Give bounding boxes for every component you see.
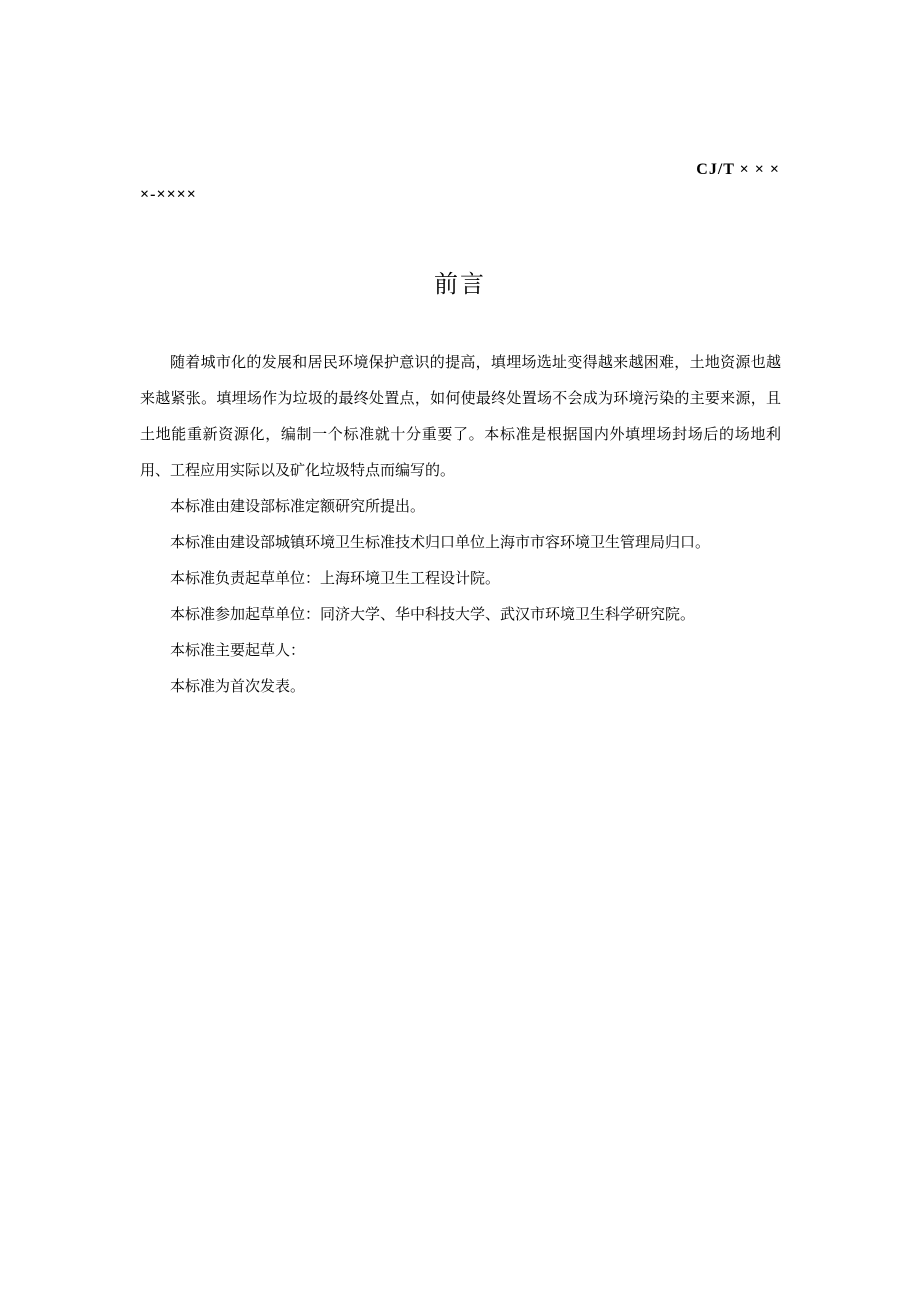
paragraph-proposer: 本标准由建设部标准定额研究所提出。: [170, 497, 426, 515]
paragraph-administrator: 本标准由建设部城镇环境卫生标准技术归口单位上海市市容环境卫生管理局归口。: [170, 533, 711, 551]
paragraph-first-edition: 本标准为首次发表。: [170, 677, 306, 695]
paragraph-participating-drafters: 本标准参加起草单位：同济大学、华中科技大学、武汉市环境卫生科学研究院。: [170, 605, 696, 623]
paragraph-main-authors: 本标准主要起草人：: [170, 641, 306, 659]
standard-code-continuation: ×-××××: [140, 186, 197, 203]
paragraph-main-drafter: 本标准负责起草单位：上海环境卫生工程设计院。: [170, 569, 501, 587]
page-title: 前言: [434, 270, 486, 298]
standard-code: CJ/T × × ×: [696, 161, 780, 178]
preface-body: [140, 344, 781, 704]
paragraph-intro: 随着城市化的发展和居民环境保护意识的提高，填埋场选址变得越来越困难，土地资源也越来越紧张。填埋场作为垃圾的最终处置点，如何使最终处置场不会成为环境污染的主要来源，且土地能重新资源化，编制一个标准就十分重要了。本标准是根据国内外填埋场封场后的场地利用、工程应用实际以及矿化垃圾特点而编写的。: [140, 353, 781, 479]
